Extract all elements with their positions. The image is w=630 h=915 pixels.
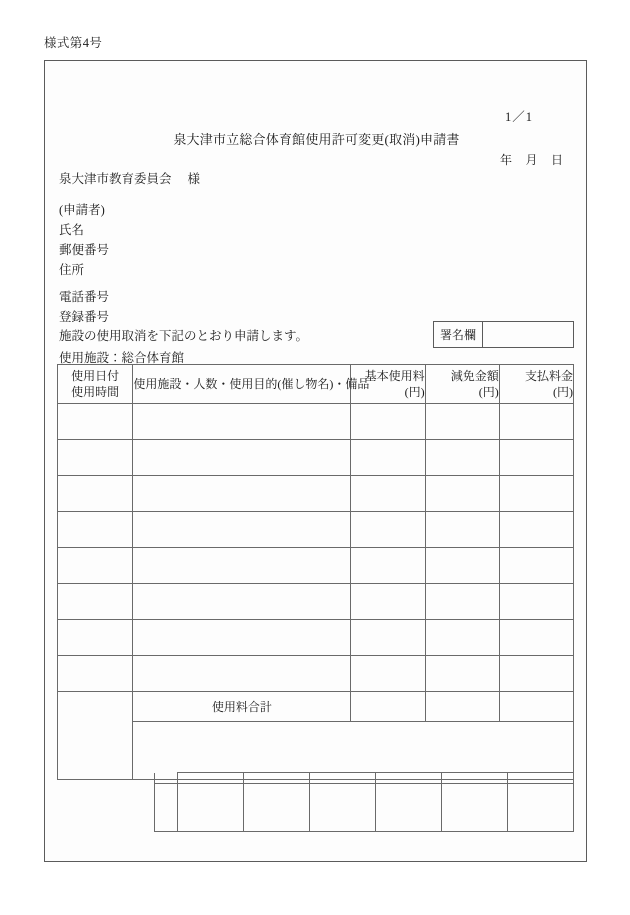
cell-base-fee[interactable] bbox=[351, 476, 425, 512]
date-month-label: 月 bbox=[525, 153, 539, 167]
cell-reduction[interactable] bbox=[425, 548, 499, 584]
cell-reduction[interactable] bbox=[425, 440, 499, 476]
column-header-date: 使用日付 使用時間 bbox=[58, 365, 133, 404]
stamp-cell[interactable] bbox=[178, 784, 244, 832]
stamp-cell[interactable] bbox=[244, 784, 310, 832]
applicant-phone-label: 電話番号 bbox=[59, 290, 110, 304]
cell-payment[interactable] bbox=[499, 440, 573, 476]
stamp-cell[interactable] bbox=[310, 784, 376, 832]
usage-table bbox=[57, 364, 574, 780]
cell-date[interactable] bbox=[58, 476, 133, 512]
cell-base-fee[interactable] bbox=[351, 656, 425, 692]
applicant-block bbox=[59, 200, 109, 280]
table-row bbox=[58, 548, 574, 584]
stamp-cell-top[interactable] bbox=[244, 773, 310, 784]
stamp-cell[interactable] bbox=[376, 784, 442, 832]
cell-detail[interactable] bbox=[133, 404, 351, 440]
cell-base-fee[interactable] bbox=[351, 440, 425, 476]
signature-input[interactable] bbox=[483, 322, 573, 347]
stamp-grid-body-row bbox=[155, 784, 574, 832]
form-number: 様式第4号 bbox=[44, 36, 103, 50]
addressee bbox=[59, 169, 200, 187]
signature-box bbox=[433, 321, 574, 348]
cell-date[interactable] bbox=[58, 512, 133, 548]
table-row bbox=[58, 404, 574, 440]
cell-base-fee[interactable] bbox=[351, 512, 425, 548]
application-statement: 施設の使用取消を下記のとおり申請します。 bbox=[59, 329, 309, 343]
total-row bbox=[58, 692, 574, 722]
stamp-cell-top[interactable] bbox=[376, 773, 442, 784]
cell-payment[interactable] bbox=[499, 656, 573, 692]
cell-payment[interactable] bbox=[499, 512, 573, 548]
notes-row bbox=[58, 722, 574, 780]
cell-date[interactable] bbox=[58, 656, 133, 692]
cell-detail[interactable] bbox=[133, 548, 351, 584]
addressee-name: 泉大津市教育委員会 bbox=[59, 172, 172, 186]
notes-area-left[interactable] bbox=[58, 692, 133, 780]
table-row bbox=[58, 584, 574, 620]
cell-payment[interactable] bbox=[499, 620, 573, 656]
contact-block bbox=[59, 287, 109, 327]
table-row bbox=[58, 620, 574, 656]
cell-base-fee[interactable] bbox=[351, 404, 425, 440]
cell-payment[interactable] bbox=[499, 404, 573, 440]
cell-reduction[interactable] bbox=[425, 476, 499, 512]
cell-base-fee[interactable] bbox=[351, 620, 425, 656]
applicant-name-label: 氏名 bbox=[59, 223, 85, 237]
stamp-grid-top-row bbox=[155, 773, 574, 784]
cell-date[interactable] bbox=[58, 404, 133, 440]
stamp-cell[interactable] bbox=[442, 784, 508, 832]
date-day-label: 日 bbox=[551, 153, 564, 167]
cell-detail[interactable] bbox=[133, 476, 351, 512]
facility-line: 使用施設：総合体育館 bbox=[59, 351, 185, 365]
cell-reduction[interactable] bbox=[425, 620, 499, 656]
table-row bbox=[58, 476, 574, 512]
applicant-postal-label: 郵便番号 bbox=[59, 243, 110, 257]
stamp-cell[interactable] bbox=[508, 784, 574, 832]
date-year-label: 年 bbox=[500, 153, 513, 167]
column-header-payment: 支払料金 (円) bbox=[499, 365, 573, 404]
signature-label: 署名欄 bbox=[434, 322, 483, 347]
cell-base-fee[interactable] bbox=[351, 584, 425, 620]
cell-reduction[interactable] bbox=[425, 584, 499, 620]
cell-detail[interactable] bbox=[133, 656, 351, 692]
applicant-address-label: 住所 bbox=[59, 263, 85, 277]
cell-detail[interactable] bbox=[133, 584, 351, 620]
table-row bbox=[58, 440, 574, 476]
total-label: 使用料合計 bbox=[133, 692, 351, 722]
usage-table-header-row bbox=[58, 365, 574, 404]
cell-payment[interactable] bbox=[499, 584, 573, 620]
page-frame bbox=[44, 60, 587, 862]
cell-date[interactable] bbox=[58, 440, 133, 476]
total-base-fee[interactable] bbox=[351, 692, 425, 722]
cell-detail[interactable] bbox=[133, 512, 351, 548]
stamp-cell-top[interactable] bbox=[508, 773, 574, 784]
stamp-cell-top[interactable] bbox=[442, 773, 508, 784]
cell-reduction[interactable] bbox=[425, 656, 499, 692]
page-title: 泉大津市立総合体育館使用許可変更(取消)申請書 bbox=[173, 132, 460, 147]
cell-reduction[interactable] bbox=[425, 404, 499, 440]
cell-detail[interactable] bbox=[133, 620, 351, 656]
column-header-reduction: 減免金額 (円) bbox=[425, 365, 499, 404]
cell-reduction[interactable] bbox=[425, 512, 499, 548]
table-row bbox=[58, 656, 574, 692]
date-line bbox=[500, 151, 564, 168]
stamp-cell-narrow[interactable] bbox=[155, 784, 178, 832]
cell-date[interactable] bbox=[58, 584, 133, 620]
cell-payment[interactable] bbox=[499, 548, 573, 584]
cell-detail[interactable] bbox=[133, 440, 351, 476]
total-payment[interactable] bbox=[499, 692, 573, 722]
stamp-cell-top[interactable] bbox=[178, 773, 244, 784]
cell-date[interactable] bbox=[58, 548, 133, 584]
column-header-base-fee: 基本使用料 (円) bbox=[351, 365, 425, 404]
applicant-registration-label: 登録番号 bbox=[59, 310, 110, 324]
notes-area[interactable] bbox=[133, 722, 574, 780]
applicant-heading: (申請者) bbox=[59, 203, 105, 217]
page-indicator: 1／1 bbox=[505, 110, 534, 124]
usage-table-body bbox=[58, 404, 574, 780]
column-header-detail: 使用施設・人数・使用目的(催し物名)・備品 bbox=[133, 365, 351, 404]
stamp-cell-top[interactable] bbox=[310, 773, 376, 784]
cell-payment[interactable] bbox=[499, 476, 573, 512]
approval-stamp-grid bbox=[154, 772, 574, 832]
addressee-honorific: 様 bbox=[187, 172, 201, 186]
total-reduction[interactable] bbox=[425, 692, 499, 722]
cell-base-fee[interactable] bbox=[351, 548, 425, 584]
table-row bbox=[58, 512, 574, 548]
stamp-cell-narrow-top bbox=[155, 773, 178, 784]
cell-date[interactable] bbox=[58, 620, 133, 656]
